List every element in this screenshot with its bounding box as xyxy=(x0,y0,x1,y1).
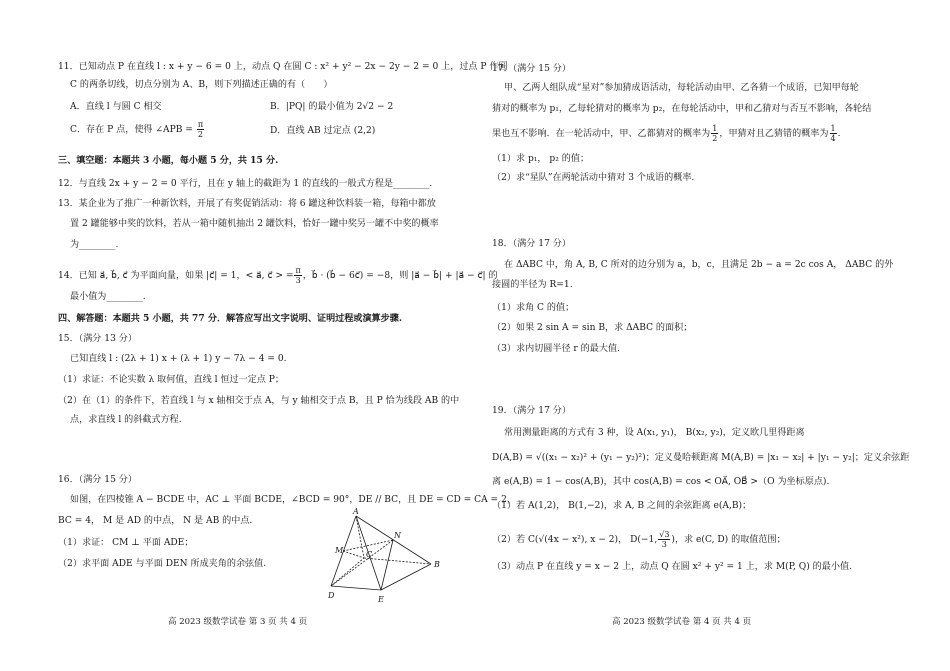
pyramid-diagram xyxy=(326,508,466,608)
q16-part2: （2）求平面 ADE 与平面 DEN 所成夹角的余弦值. xyxy=(58,559,267,569)
q15-line1: 已知直线 l : (2λ + 1) x + (λ + 1) y − 7λ − 4 = 0. xyxy=(70,354,287,364)
q17-heading: 17．（满分 15 分） xyxy=(492,64,571,74)
q16-heading: 16．（满分 15 分） xyxy=(58,475,137,485)
q17-line1: 甲、乙两人组队成“星对”参加猜成语活动，每轮活动由甲、乙各猜一个成语，已知甲每轮 xyxy=(504,83,859,93)
edge-cb xyxy=(364,558,431,564)
edge-eb xyxy=(381,564,431,590)
q17-line3: 果也互不影响．在一轮活动中，甲、乙都猜对的概率为 $\frac{1}{2}$ ，甲猜对且乙猜错的概率为 $\frac{1}{4}$ . xyxy=(492,124,841,143)
q13-line1: 13．某企业为了推广一种新饮料，开展了有奖促销活动：将 6 罐这种饮料装一箱，每箱中都放 xyxy=(58,199,436,209)
label-c: C xyxy=(366,550,373,559)
q19-part1: （1）若 A(1,2)， B(1,−2)，求 A, B 之间的余弦距离 e(A,B)； xyxy=(492,501,752,511)
label-d: D xyxy=(328,591,335,600)
section-3-heading: 三、填空题：本题共 3 小题，每小题 5 分，共 15 分. xyxy=(58,155,279,166)
q11-line1: 11．已知动点 P 在直线 l : x + y − 6 = 0 上，动点 Q 在圆 C : x² + y² − 2x − 2y − 2 = 0 上，过点 P 作圆 xyxy=(58,62,508,72)
q18-line1: 在 ΔABC 中，角 A, B, C 所对的边分别为 a，b，c，且满足 2b − a = 2c cos A， ΔABC 的外 xyxy=(504,260,894,270)
q14-line2: 最小值为________. xyxy=(70,292,146,302)
q16-line1: 如图，在四棱锥 A − BCDE 中，AC ⊥ 平面 BCDE，∠BCD = 90°，DE // BC，且 DE = CD = CA = 2， xyxy=(70,495,516,505)
q17-fraction-half: $\frac{1}{2}$ xyxy=(712,124,718,143)
q16-part1: （1）求证： CM ⊥ 平面 ADE； xyxy=(58,538,194,548)
q11-option-c-fraction: $\frac{\pi}{2}$ xyxy=(197,120,204,139)
q19-line2: D(A,B) = √((x₁ − x₂)² + (y₁ − y₂)²)；定义曼哈顿距离 M(A,B) = |x₁ − x₂| + |y₁ − y₂|；定义余弦距 xyxy=(492,453,910,463)
edge-de xyxy=(331,586,381,590)
label-a: A xyxy=(353,508,359,516)
q11-line2: C 的两条切线，切点分别为 A、B，则下列描述正确的有（ ） xyxy=(70,80,333,90)
q13-line3: 为________. xyxy=(70,240,119,250)
label-n: N xyxy=(394,531,401,540)
q15-part2-line2: 点，求直线 l 的斜截式方程. xyxy=(70,415,182,425)
q19-part3: （3）动点 P 在直线 y = x − 2 上，动点 Q 在圆 x² + y² = 1 上，求 M(P, Q) 的最小值. xyxy=(492,562,852,572)
q15-part1: （1）求证：不论实数 λ 取何值，直线 l 恒过一定点 P； xyxy=(58,375,284,385)
q19-fraction-root3: $\frac{√3}{3}$ xyxy=(659,530,670,549)
q17-part1: （1）求 p₁， p₂ 的值； xyxy=(492,154,590,164)
section-4-heading: 四、解答题：本题共 5 小题，共 77 分．解答应写出文字说明、证明过程或演算步骤. xyxy=(58,313,403,324)
q11-option-a: A．直线 l 与圆 C 相交 xyxy=(70,102,162,112)
q11-option-d: D．直线 AB 过定点 (2,2) xyxy=(270,126,376,136)
q14-line1: 14．已知 a⃗, b⃗, c⃗ 为平面向量，如果 |c⃗| = 1，< a⃗, c⃗ > = $\frac{\pi}{3}$ ，b⃗ · (b⃗ − 6c⃗) = −8，则 |a⃗ − b⃗| + |a⃗ − c⃗| 的 xyxy=(58,266,498,285)
q15-part2-line1: （2）在（1）的条件下，若直线 l 与 x 轴相交于点 A，与 y 轴相交于点 B，且 P 恰为线段 AB 的中 xyxy=(58,396,460,406)
q19-heading: 19．（满分 17 分） xyxy=(492,406,571,416)
left-page-footer: 高 2023 级数学试卷 第 3 页 共 4 页 xyxy=(168,617,308,627)
right-page-footer: 高 2023 级数学试卷 第 4 页 共 4 页 xyxy=(612,617,752,627)
q19-line3: 离 e(A,B) = 1 − cos(A,B)，其中 cos(A,B) = cos < OA⃗, OB⃗ >（O 为坐标原点). xyxy=(492,477,830,487)
q11-option-c: C．存在 P 点，使得 ∠APB = $\frac{\pi}{2}$ xyxy=(70,120,204,139)
label-b: B xyxy=(434,560,440,569)
q18-heading: 18．（满分 17 分） xyxy=(492,239,571,249)
q11-option-b: B．|PQ| 的最小值为 2√2 − 2 xyxy=(270,102,394,112)
q13-line2: 置 2 罐能够中奖的饮料，若从一箱中随机抽出 2 罐饮料，恰好一罐中奖另一罐不中奖的概率 xyxy=(70,219,439,229)
segment-ne xyxy=(381,540,393,590)
segment-mc xyxy=(343,551,364,558)
q14-fraction: $\frac{\pi}{3}$ xyxy=(295,266,301,285)
q17-part2: （2）求“星队”在两轮活动中猜对 3 个成语的概率. xyxy=(492,173,695,183)
q19-line1: 常用测量距离的方式有 3 种，设 A(x₁, y₁)， B(x₂, y₂)，定义欧几里得距离 xyxy=(504,428,805,438)
q19-part2: （2）若 C(√(4x − x²), x − 2)， D(−1, $\frac{√3}{3}$ )，求 e(C, D) 的取值范围； xyxy=(492,530,786,549)
q18-part2: （2）如果 2 sin A = sin B，求 ΔABC 的面积； xyxy=(492,323,693,333)
label-e: E xyxy=(378,595,384,604)
q12-text: 12．与直线 2x + y − 2 = 0 平行，且在 y 轴上的截距为 1 的直线的一般式方程是________. xyxy=(58,179,433,189)
pyramid-figure xyxy=(326,508,466,608)
q16-line2: BC = 4， M 是 AD 的中点， N 是 AB 的中点. xyxy=(58,516,253,526)
q15-heading: 15．（满分 13 分） xyxy=(58,334,137,344)
q18-part3: （3）求内切圆半径 r 的最大值. xyxy=(492,344,620,354)
q17-fraction-quarter: $\frac{1}{4}$ xyxy=(830,124,836,143)
q18-line2: 接圆的半径为 R=1. xyxy=(492,280,573,290)
q18-part1: （1）求角 C 的值； xyxy=(492,303,575,313)
q17-line2: 猜对的概率为 p₁，乙每轮猜对的概率为 p₂，在每轮活动中，甲和乙猜对与否互不影响，各轮结 xyxy=(492,104,872,114)
label-m: M xyxy=(335,546,344,555)
